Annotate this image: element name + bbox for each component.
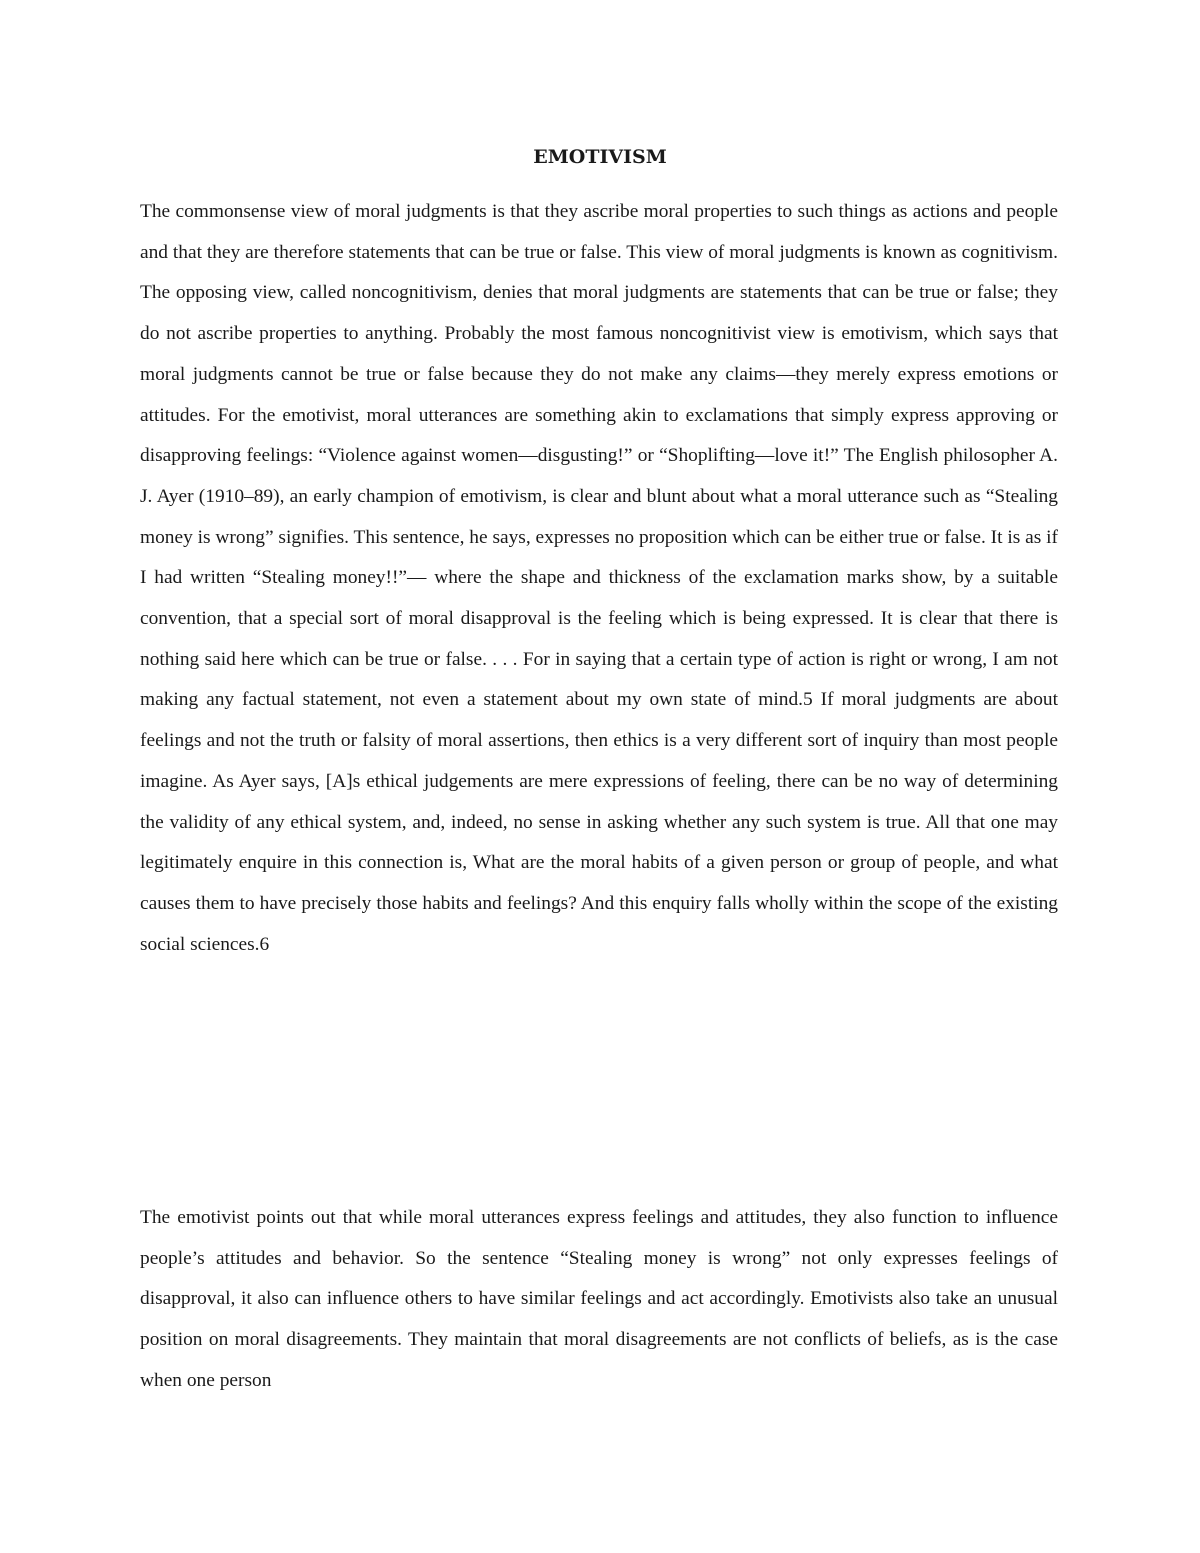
document-title: EMOTIVISM xyxy=(533,146,667,168)
body-paragraph-2: The emotivist points out that while moral utterances express feelings and attitudes, they also function to influence people’s attitudes and behavior. So the sentence “Stealing money is wrong” not only expresses feelings of disapproval, it also can influence others to have similar feelings and act accordingly. Emotivists also take an unusual position on moral disagreements. They maintain that moral disagreements are not conflicts of beliefs, as is the case when one person xyxy=(140,1207,1058,1391)
body-paragraph-1: The commonsense view of moral judgments is that they ascribe moral properties to such things as actions and people and that they are therefore statements that can be true or false. This view of moral judgments is known as cognitivism. The opposing view, called noncognitivism, denies that moral judgments are statements that can be true or false; they do not ascribe properties to anything. Probably the most famous noncognitivist view is emotivism, which says that moral judgments cannot be true or false because they do not make any claims—they merely express emotions or attitudes. For the emotivist, moral utterances are something akin to exclamations that simply express approving or disapproving feelings: “Violence against women—disgusting!” or “Shoplifting—love it!” The English philosopher A. J. Ayer (1910–89), an early champion of emotivism, is clear and blunt about what a moral utterance such as “Stealing money is wrong” signifies. This sentence, he says, expresses no proposition which can be either true or false. It is as if I had written “Stealing money!!”— where the shape and thickness of the exclamation marks show, by a suitable convention, that a special sort of moral disapproval is the feeling which is being expressed. It is clear that there is nothing said here which can be true or false. . . . For in saying that a certain type of action is right or wrong, I am not making any factual statement, not even a statement about my own state of mind.5 If moral judgments are about feelings and not the truth or falsity of moral assertions, then ethics is a very different sort of inquiry than most people imagine. As Ayer says, [A]s ethical judgements are mere expressions of feeling, there can be no way of determining the validity of any ethical system, and, indeed, no sense in asking whether any such system is true. All that one may legitimately enquire in this connection is, What are the moral habits of a given person or group of people, and what causes them to have precisely those habits and feelings? And this enquiry falls wholly within the scope of the existing social sciences.6 xyxy=(140,201,1058,955)
